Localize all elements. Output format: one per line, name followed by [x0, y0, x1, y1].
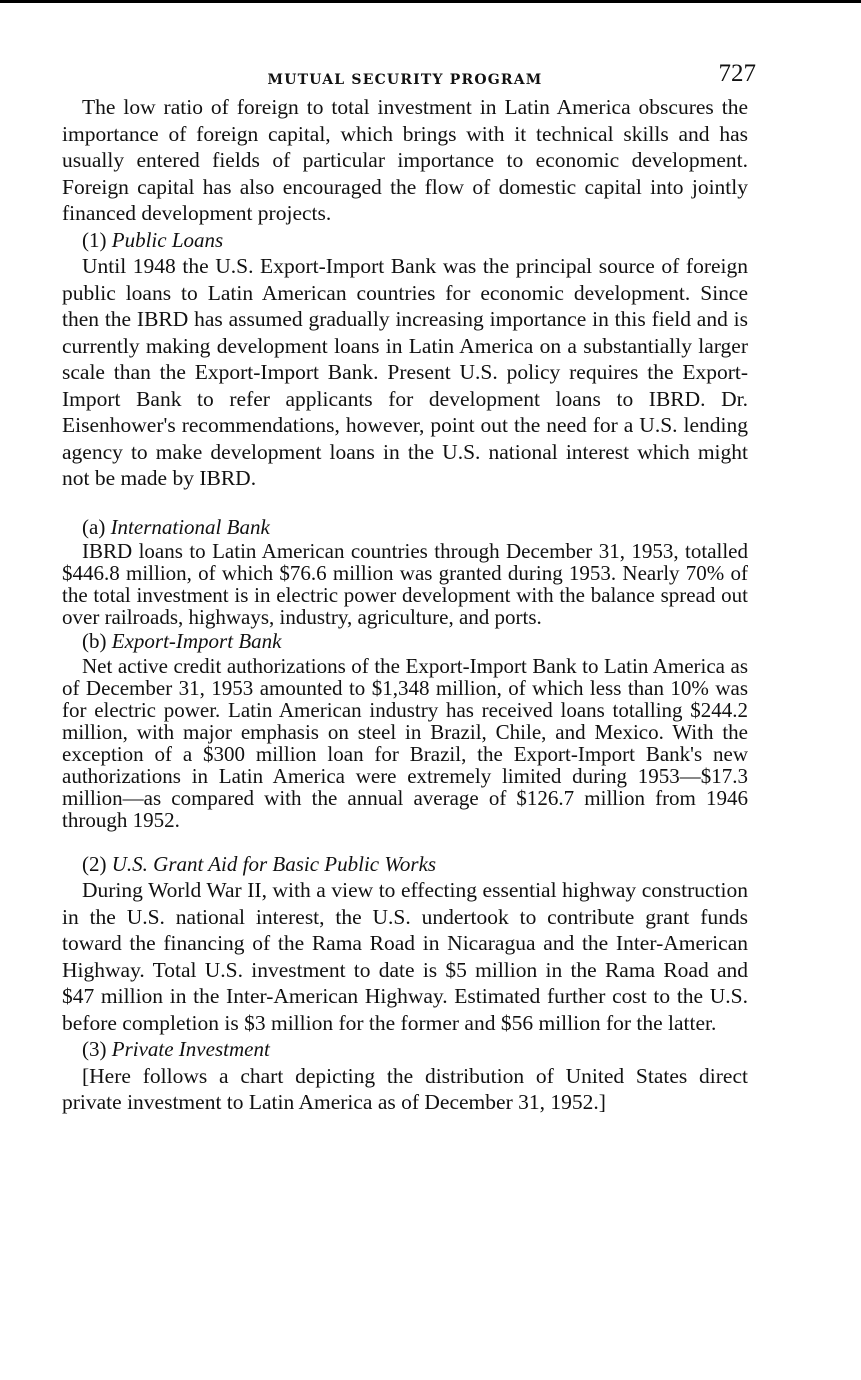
page-header — [62, 58, 756, 94]
section-heading-grant-aid — [82, 851, 748, 878]
top-border-rule — [0, 0, 861, 3]
section-heading-export-import-bank — [82, 628, 748, 655]
section-title: International Bank — [110, 514, 270, 539]
section-heading-private-investment — [82, 1036, 748, 1063]
page-number: 727 — [718, 60, 756, 87]
spacer — [62, 831, 748, 851]
international-bank-paragraph: IBRD loans to Latin American countries through December 31, 1953, totalled $446.8 million, of which $76.6 million was granted during 1953. Nearly 70% of the total investment is in electric power development with the balance spread out over railroads, highways, industry, agriculture, and ports. — [62, 539, 748, 629]
spacer — [62, 492, 748, 514]
section-title: Public Loans — [111, 227, 224, 252]
section-number: (a) — [82, 514, 106, 539]
section-heading-international-bank — [82, 514, 748, 541]
section-number: (1) — [82, 227, 107, 252]
running-head: MUTUAL SECURITY PROGRAM — [267, 72, 543, 88]
private-investment-paragraph: [Here follows a chart depicting the distribution of United States direct private investment to Latin America as of December 31, 1952.] — [62, 1063, 748, 1114]
section-title: Export-Import Bank — [111, 629, 282, 653]
section-number: (3) — [82, 1037, 107, 1061]
public-loans-paragraph: Until 1948 the U.S. Export-Import Bank was the principal source of foreign public loans to Latin American countries for economic development. Since then the IBRD has assumed gradually increasing importance in this field and is currently making development loans in Latin America on a substantially larger scale than the Export-Import Bank. Present U.S. policy requires the Export-Import Bank to refer applicants for development loans to IBRD. Dr. Eisenhower's recommendations, however, point out the need for a U.S. lending agency to make development loans in the U.S. national interest which might not be made by IBRD. — [62, 254, 748, 490]
export-import-bank-paragraph: Net active credit authorizations of the Export-Import Bank to Latin America as of December 31, 1953 amounted to $1,348 million, of which less than 10% was for electric power. Latin American industry has received loans totalling $244.2 million, with major emphasis on steel in Brazil, Chile, and Mexico. With the exception of a $300 million loan for Brazil, the Export-Import Bank's new authorizations in Latin America were extremely limited during 1953—$17.3 million—as compared with the annual average of $126.7 million from 1946 through 1952. — [62, 653, 748, 832]
section-title: Private Investment — [111, 1037, 270, 1061]
intro-paragraph: The low ratio of foreign to total investment in Latin America obscures the importance of foreign capital, which brings with it technical skills and has usually entered fields of particular importance to economic development. Foreign capital has also encouraged the flow of domestic capital into jointly financed development projects. — [62, 95, 748, 225]
section-number: (2) — [82, 851, 107, 876]
section-number: (b) — [82, 629, 107, 653]
section-title: U.S. Grant Aid for Basic Public Works — [111, 851, 437, 876]
section-heading-public-loans — [82, 227, 748, 254]
grant-aid-paragraph: During World War II, with a view to effecting essential highway construction in the U.S. national interest, the U.S. undertook to contribute grant funds toward the financing of the Rama Road in Nicaragua and the Inter-American Highway. Total U.S. investment to date is $5 million in the Rama Road and $47 million in the Inter-American Highway. Estimated further cost to the U.S. before completion is $3 million for the former and $56 million for the latter. — [62, 878, 748, 1035]
document-page — [62, 58, 756, 1116]
